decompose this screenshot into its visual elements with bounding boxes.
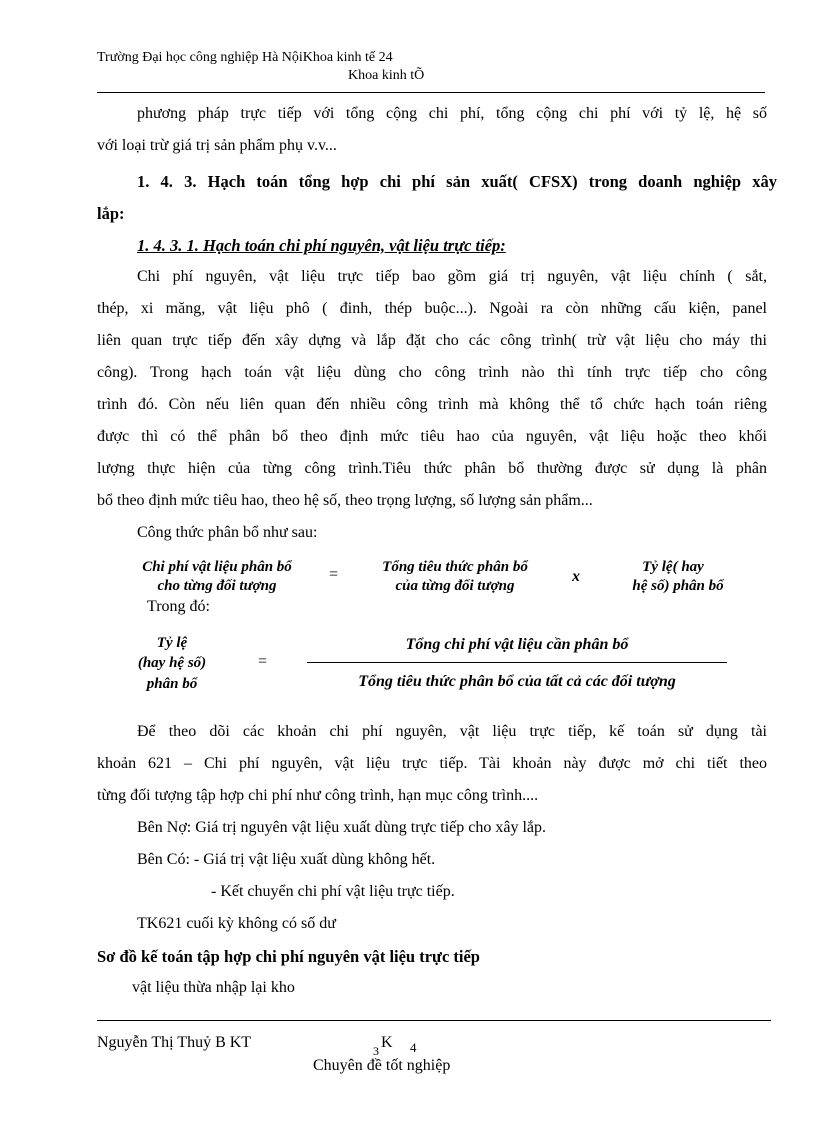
formula2-left-line2: (hay hệ số) [137, 655, 207, 671]
formula-intro: Công thức phân bổ như sau: [137, 524, 318, 541]
header-line-1: Trường Đại học công nghiệp Hà NộiKhoa kinh tế 24 [97, 50, 393, 65]
formula1-left-line1: Chi phí vật liệu phân bổ [142, 559, 292, 575]
formula2-numerator: Tổng chi phí vật liệu cần phân bổ [405, 636, 629, 653]
credit-line-2: - Kết chuyển chi phí vật liệu trực tiếp. [211, 883, 455, 900]
section-heading-line-2: lắp: [97, 204, 125, 223]
footer-k-label: K [381, 1034, 393, 1051]
formula1-right-line1: Tỷ lệ( hay [642, 559, 704, 575]
continuation-line-2: với loại trừ giá trị sản phẩm phụ v.v... [97, 137, 337, 154]
para2-line: khoản 621 – Chi phí nguyên, vật liệu trực tiếp. Tài khoản này được mở chi tiết theo [97, 755, 767, 772]
para1-line: lượng thực hiện của từng công trình.Tiêu thức phân bổ thường được sử dụng là phân [97, 460, 767, 477]
para1-line: bổ theo định mức tiêu hao, theo hệ số, theo trọng lượng, số lượng sản phẩm... [97, 492, 593, 509]
formula2-left-line3: phân bổ [146, 676, 198, 692]
diagram-note: vật liệu thừa nhập lại kho [132, 979, 295, 996]
credit-line-1: Bên Có: - Giá trị vật liệu xuất dùng không hết. [137, 851, 436, 868]
formula2-fraction-bar [307, 662, 727, 663]
subsection-heading: 1. 4. 3. 1. Hạch toán chi phí nguyên, vật liệu trực tiếp: [137, 236, 506, 255]
formula1-right-line2: hệ số) phân bổ [632, 578, 724, 594]
formula1-left-line2: cho từng đối tượng [157, 578, 277, 594]
para1-line: trình đó. Còn nếu liên quan đến nhiều công trình mà không thể tổ chức hạch toán riêng [97, 396, 767, 413]
section-heading-line-1: 1. 4. 3. Hạch toán tổng hợp chi phí sản xuất( CFSX) trong doanh nghiệp xây [137, 172, 777, 191]
formula1-mid-line2: của từng đối tượng [395, 578, 515, 594]
formula2-equals: = [258, 653, 268, 670]
formula1-mid-line1: Tổng tiêu thức phân bổ [382, 559, 528, 575]
formula1-times: x [572, 568, 580, 585]
para1-line: Chi phí nguyên, vật liệu trực tiếp bao gồm giá trị nguyên, vật liệu chính ( sắt, [137, 268, 767, 285]
where-label: Trong đó: [147, 598, 210, 615]
footer-number-4: 4 [410, 1040, 417, 1055]
para1-line: thép, xi măng, vật liệu phô ( đinh, thép buộc...). Ngoài ra còn những cấu kiện, panel [97, 300, 767, 317]
continuation-line-1: phương pháp trực tiếp với tổng cộng chi phí, tổng cộng chi phí với tỷ lệ, hệ số [137, 105, 767, 122]
diagram-heading: Sơ đồ kế toán tập hợp chi phí nguyên vật liệu trực tiếp [97, 947, 480, 966]
header-line-2: Khoa kinh tÕ [348, 68, 425, 83]
para2-line: từng đối tượng tập hợp chi phí như công trình, hạn mục công trình.... [97, 787, 539, 804]
formula1-equals: = [329, 566, 339, 583]
para1-line: được thì có thể phân bổ theo định mức tiêu hao của nguyên, vật liệu hoặc theo khối [97, 428, 767, 445]
footer-subscript-3: 3 [373, 1044, 379, 1058]
para1-line: liên quan trực tiếp đến xây dựng và lắp đặt cho các công trình( trừ vật liệu cho máy thi [97, 332, 767, 349]
debit-line: Bên Nợ: Giá trị nguyên vật liệu xuất dùng trực tiếp cho xây lắp. [137, 819, 547, 836]
footer-title: Chuyên đề tốt nghiệp [313, 1057, 451, 1074]
formula2-denominator: Tổng tiêu thức phân bổ của tất cả các đối tượng [358, 673, 676, 690]
footer-author: Nguyễn Thị Thuỷ B KT [97, 1034, 252, 1051]
para2-line: Để theo dõi các khoản chi phí nguyên, vật liệu trực tiếp, kế toán sử dụng tài [137, 723, 767, 740]
header-rule [97, 92, 765, 93]
formula2-left-line1: Tỷ lệ [156, 635, 188, 651]
balance-line: TK621 cuối kỳ không có số dư [137, 915, 336, 932]
footer-rule [97, 1020, 771, 1021]
para1-line: công). Trong hạch toán vật liệu dùng cho công trình nào thì tính trực tiếp cho công [97, 364, 767, 381]
